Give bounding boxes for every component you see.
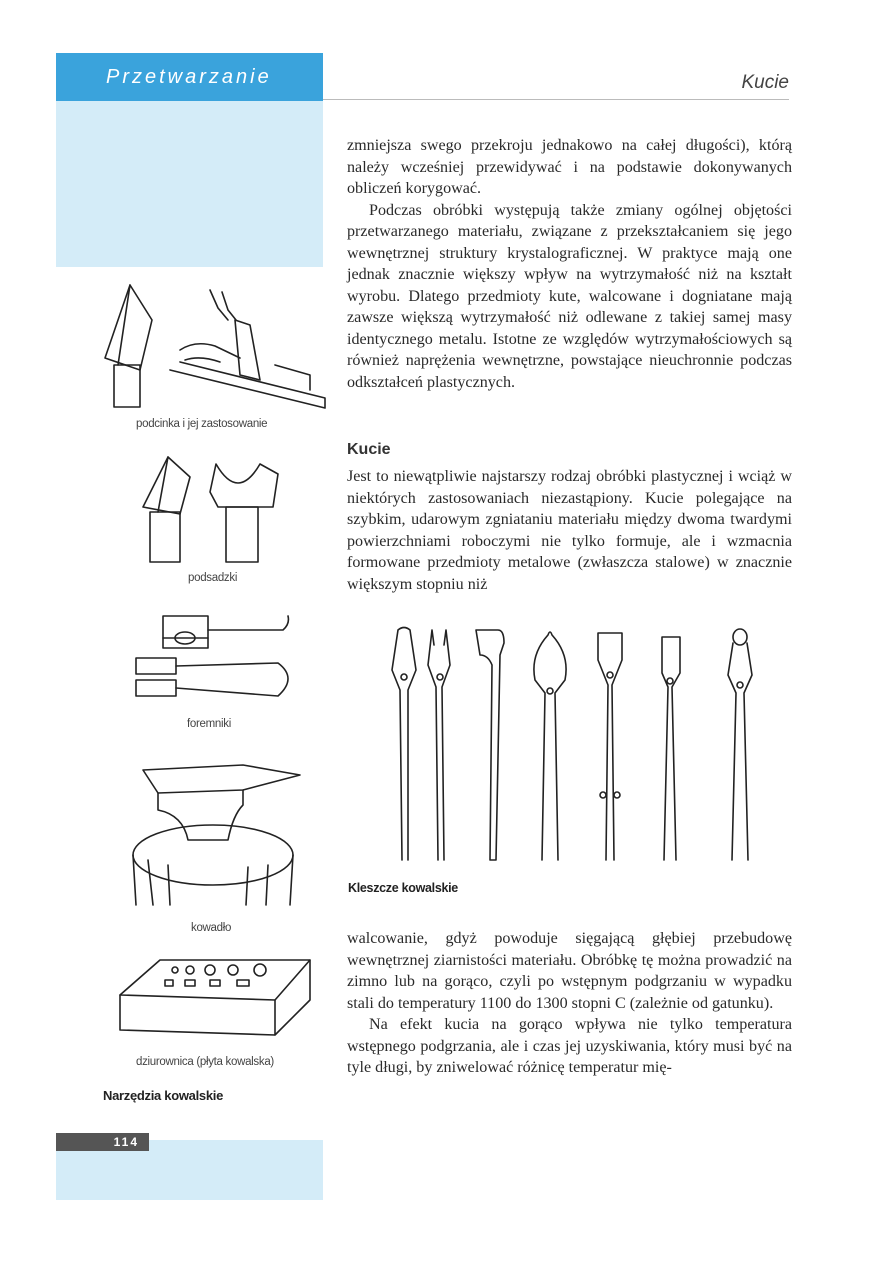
page-number: 114 [56, 1133, 149, 1151]
foremniki-illustration [128, 608, 308, 713]
paragraph-3: Jest to niewątpliwie najstarszy rodzaj obróbki plastycznej i wciąż w niektórych zastosowaniach niezastąpiony. Kucie polegające na szybkim, udarowym zgniataniu materiału między dwoma twardymi powierzchniami roboczymi nie tylko formuje, ale i wzmacnia formowane przedmioty metalowe (zwłaszcza stalowe) w znacznie większym stopniu niż [347, 468, 792, 593]
tong-7 [728, 629, 752, 860]
foremniki-caption: foremniki [187, 718, 231, 730]
header-rule [323, 99, 789, 100]
podsadzki-caption: podsadzki [188, 572, 238, 584]
tongs-caption: Kleszcze kowalskie [348, 881, 458, 895]
dziurownica-illustration [115, 950, 315, 1050]
tong-5 [598, 633, 622, 860]
dziurownica-caption: dziurownica (płyta kowalska) [136, 1056, 274, 1068]
section-title: Przetwarzanie [106, 66, 272, 88]
paragraph-4: walcowanie, gdyż powoduje sięgającą głębiej przebudowę wewnętrznej ziarnistości materiału. Obróbkę tę można prowadzić na zimno lub na gorąco, czyli po wstępnym podgrzaniu w wypadku stali do temperatury 1100 do 1300 stopni C (zależnie od gatunku). [347, 930, 792, 1012]
paragraph-2: Podczas obróbki występują także zmiany ogólnej objętości przetwarzanego materiału, związane z przekształcaniem się jego wewnętrznej struktury krystalograficznej. W praktyce mają one jednak znacznie większy wpływ na wytrzymałość niż na kształt wyrobu. Dlatego przedmioty kute, walcowane i dogniatane mają zawsze większą wytrzymałość niż odlewane z takiej samej masy identycznego metalu. Istotne ze względów wytrzymałościowych są również naprężenia wewnętrzne, powstające nieuchronnie podczas odkształceń plastycznych. [347, 201, 792, 391]
podcinka-caption: podcinka i jej zastosowanie [136, 418, 268, 430]
kowadlo-caption: kowadło [191, 922, 232, 934]
paragraph-5: Na efekt kucia na gorąco wpływa nie tylko temperatura wstępnego podgrzania, ale i czas jej uzyskiwania, który musi być na tyle długi, by zniwelować różnicę temperatur mię- [347, 1016, 792, 1076]
podsadzki-illustration [138, 452, 298, 567]
sidebar-caption: Narzędzia kowalskie [103, 1088, 224, 1103]
body-text-top [347, 135, 792, 393]
paragraph-1: zmniejsza swego przekroju jednakowo na całej długości), którą należy wcześniej przewidywać i na podstawie dokonywanych obliczeń korygować. [347, 137, 792, 197]
tong-2 [428, 630, 450, 860]
podcinka-illustration [100, 280, 330, 415]
body-text-kucie [347, 466, 792, 595]
tong-3 [476, 630, 504, 860]
tongs-illustration [380, 625, 780, 865]
tong-1 [392, 628, 416, 861]
kowadlo-illustration [128, 755, 308, 910]
tong-6 [662, 637, 680, 860]
section-heading: Kucie [347, 441, 391, 458]
body-text-bottom [347, 928, 792, 1079]
chapter-title: Kucie [741, 72, 789, 93]
tong-4 [534, 632, 566, 860]
